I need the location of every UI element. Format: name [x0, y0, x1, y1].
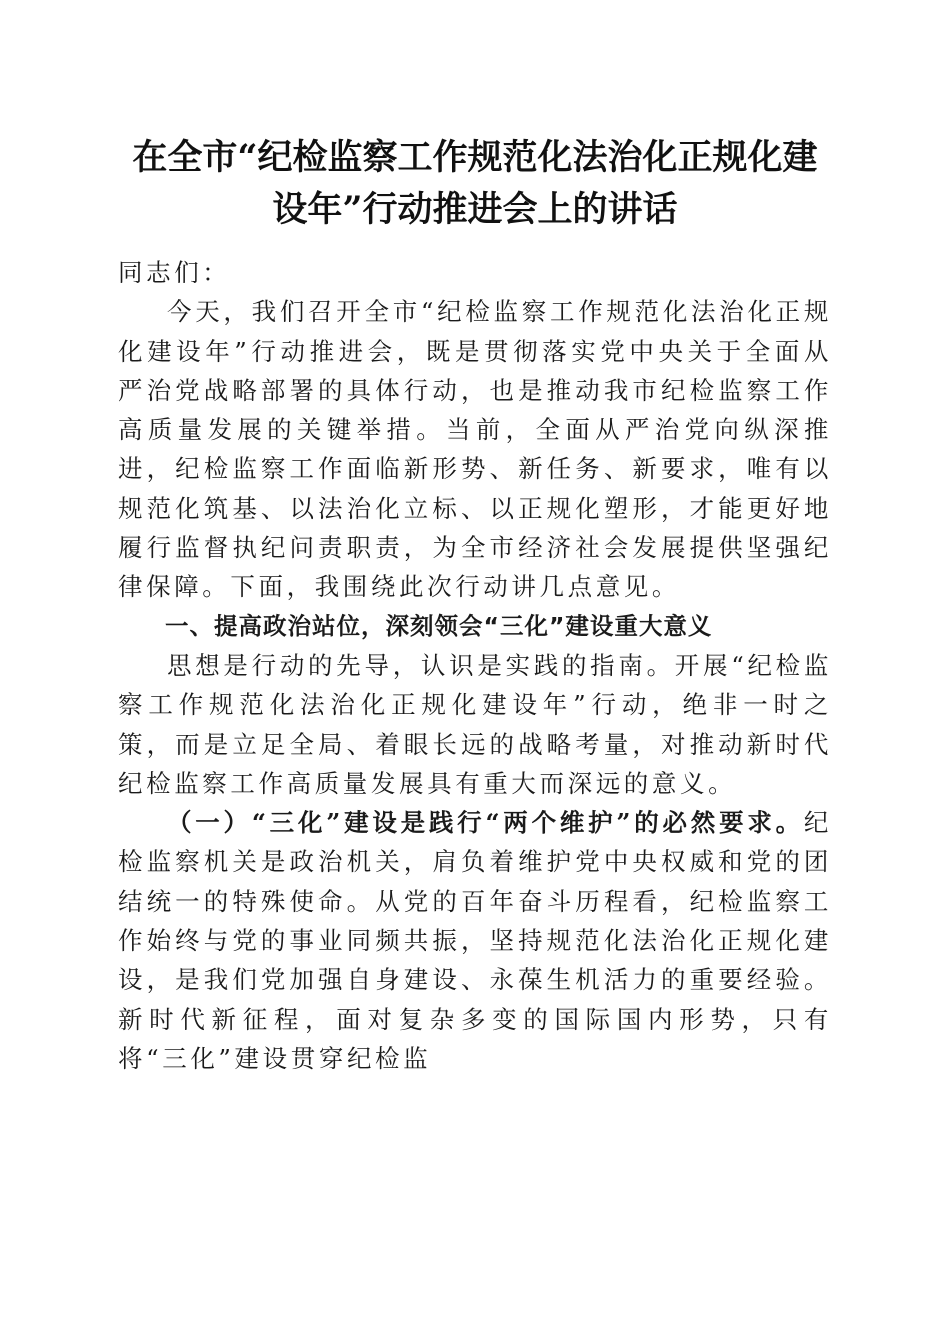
section-paragraph: 思想是行动的先导，认识是实践的指南。开展“纪检监察工作规范化法治化正规化建设年”行动，绝非一时之策，而是立足全局、着眼长远的战略考量，对推动新时代纪检监察工作高质量发展具有重大而深远的意义。: [118, 650, 832, 798]
subsection-text: 纪检监察机关是政治机关，肩负着维护党中央权威和党的团结统一的特殊使命。从党的百年奋斗历程看，纪检监察工作始终与党的事业同频共振，坚持规范化法治化正规化建设，是我们党加强自身建设、永葆生机活力的重要经验。新时代新征程，面对复杂多变的国际国内形势，只有将“三化”建设贯穿纪检监: [118, 808, 832, 1073]
intro-paragraph: 今天，我们召开全市“纪检监察工作规范化法治化正规化建设年”行动推进会，既是贯彻落实党中央关于全面从严治党战略部署的具体行动，也是推动我市纪检监察工作高质量发展的关键举措。当前，全面从严治党向纵深推进，纪检监察工作面临新形势、新任务、新要求，唯有以规范化筑基、以法治化立标、以正规化塑形，才能更好地履行监督执纪问责职责，为全市经济社会发展提供坚强纪律保障。下面，我围绕此次行动讲几点意见。: [118, 297, 832, 602]
section-heading: 一、提高政治站位，深刻领会“三化”建设重大意义: [165, 611, 713, 640]
document-title: 在全市“纪检监察工作规范化法治化正规化建设年”行动推进会上的讲话: [132, 137, 818, 230]
subsection-lead: （一）“三化”建设是践行“两个维护”的必然要求。: [167, 808, 804, 838]
document-body: [118, 253, 832, 1078]
subsection-paragraph: [118, 803, 832, 1078]
salutation: 同志们：: [118, 258, 231, 287]
